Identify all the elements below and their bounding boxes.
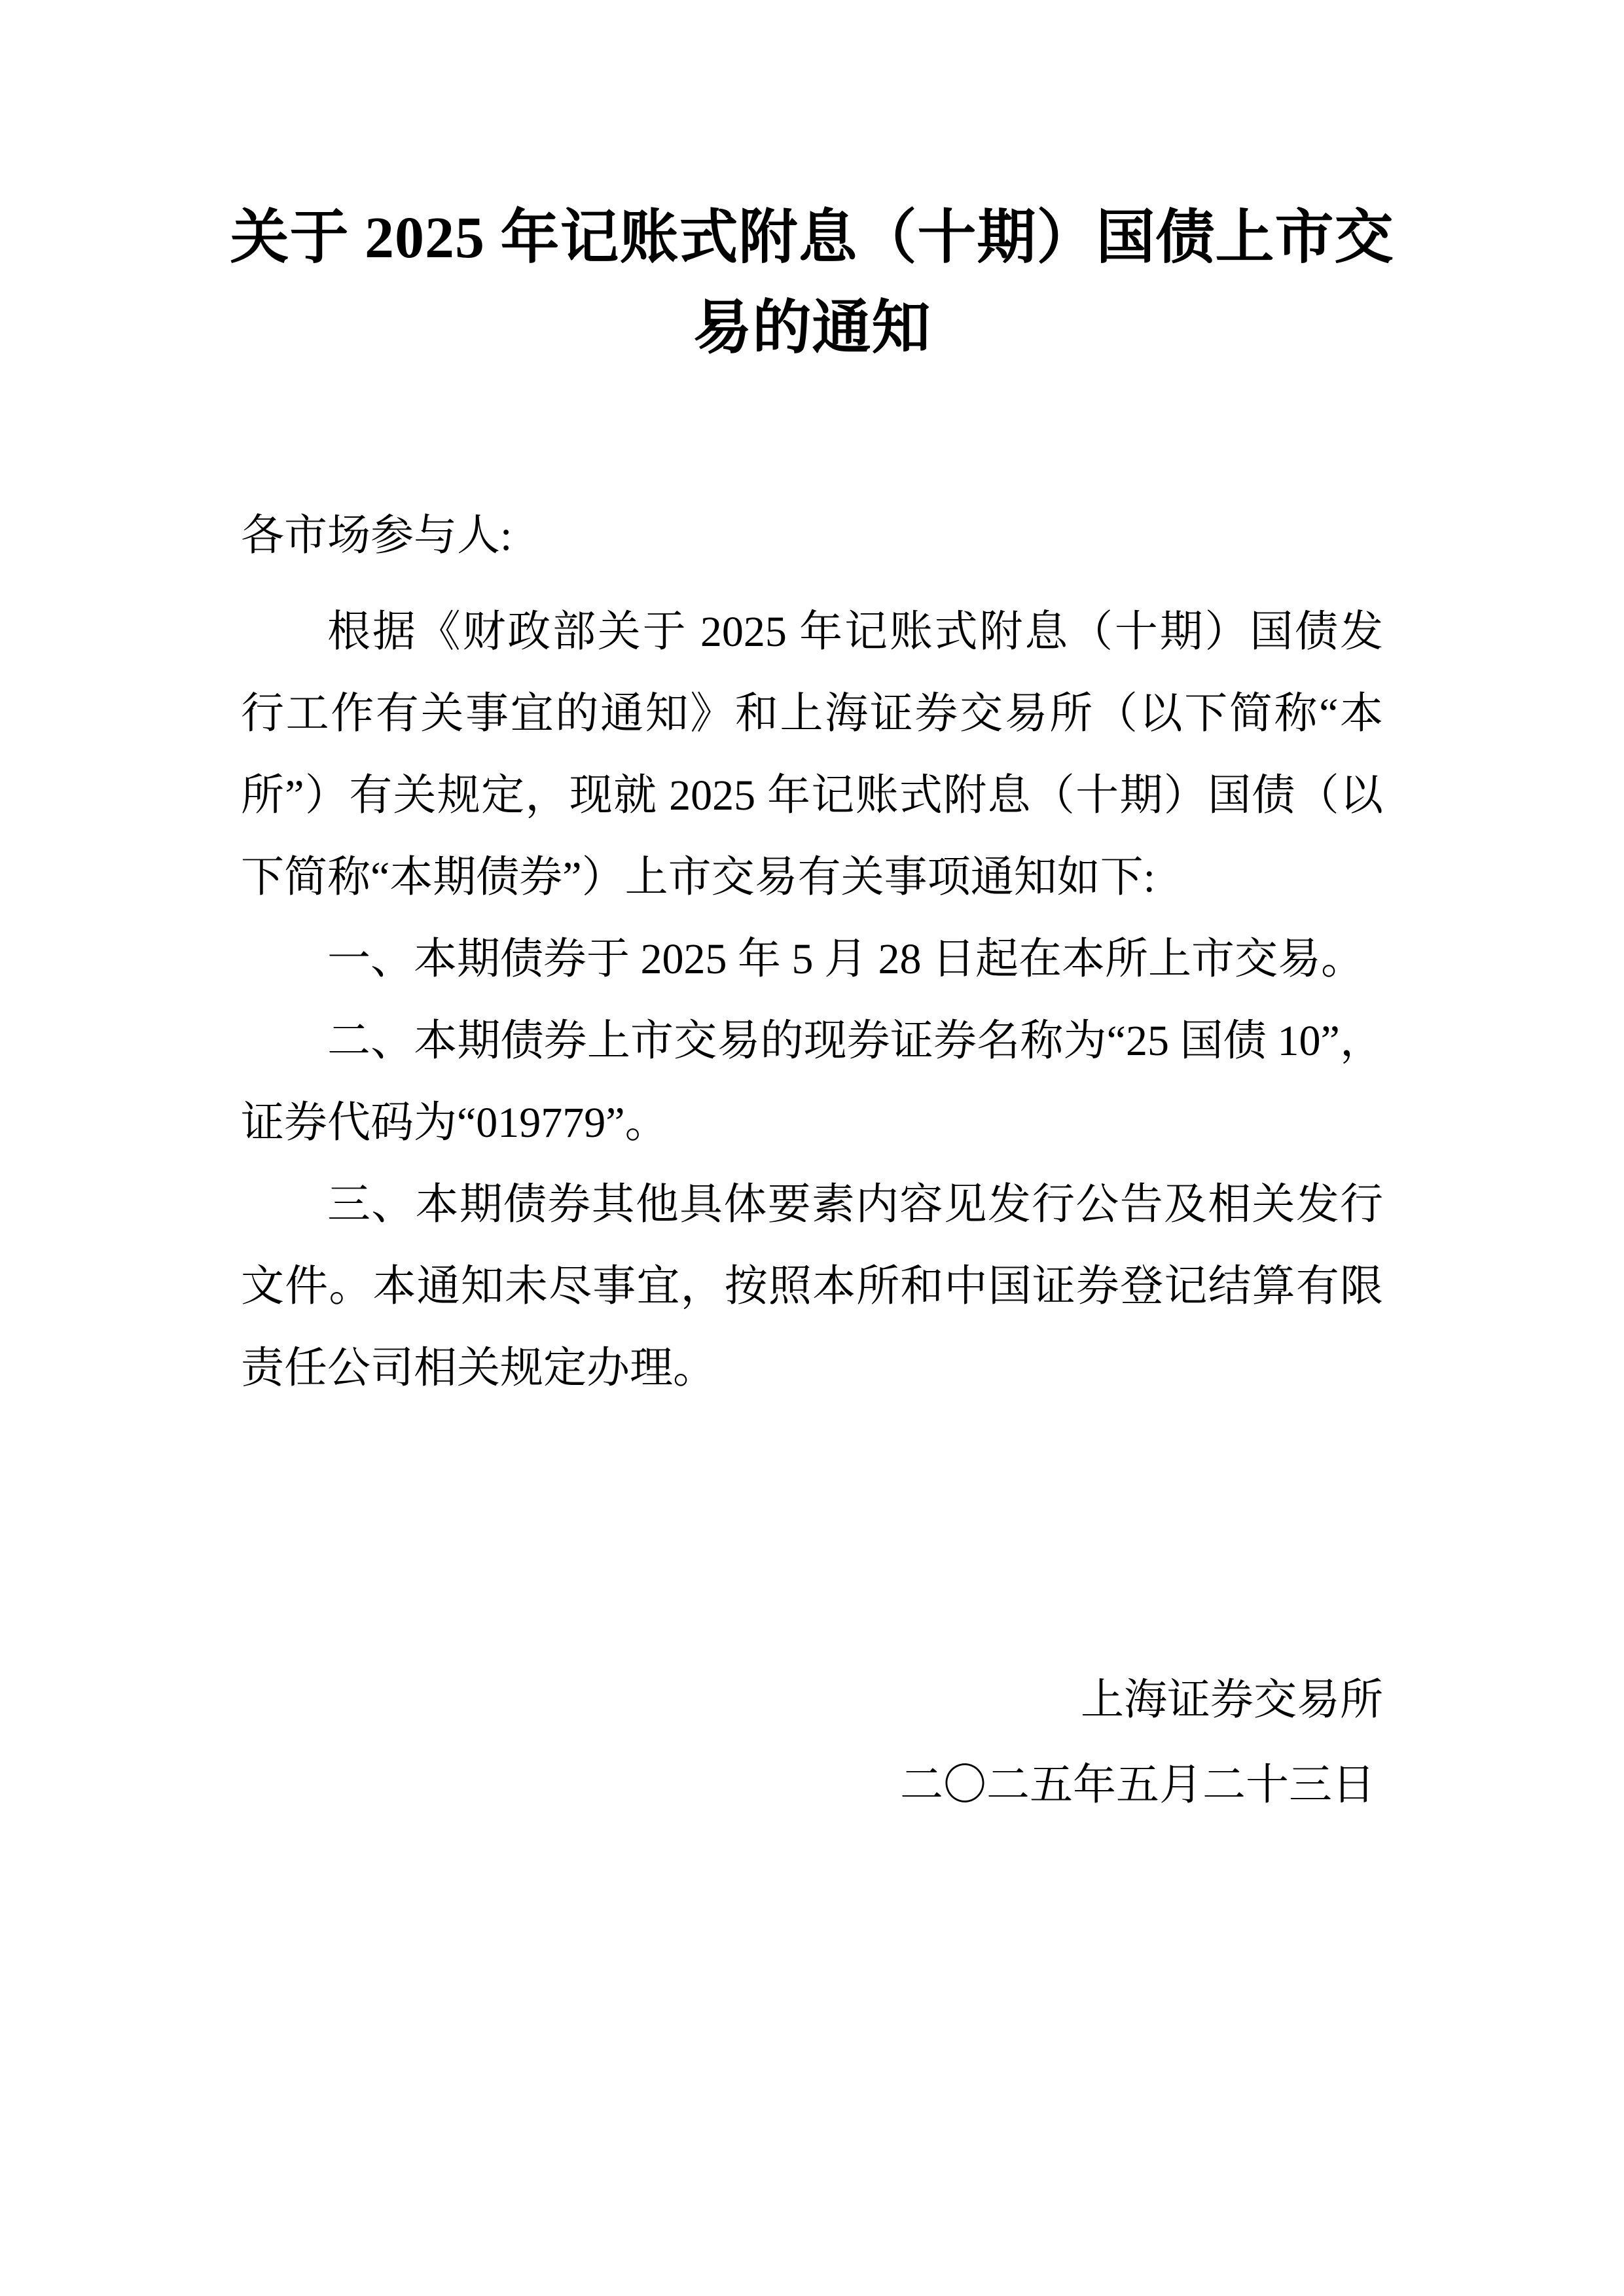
document-body [241, 495, 1383, 1409]
issuer-signature: 上海证券交易所 [1081, 1676, 1383, 1724]
paragraph-item-1-listing-date: 一、本期债券于 2025 年 5 月 28 日起在本所上市交易。 [327, 935, 1364, 983]
issue-date: 二〇二五年五月二十三日 [900, 1761, 1375, 1809]
salutation: 各市场参与人: [241, 512, 513, 560]
paragraph-item-3-other-provisions: 三、本期债券其他具体要素内容见发行公告及相关发行文件。本通知未尽事宜，按照本所和中国证券登记结算有限责任公司相关规定办理。 [241, 1181, 1383, 1392]
paragraph-basis: 根据《财政部关于 2025 年记账式附息（十期）国债发行工作有关事宜的通知》和上海证券交易所（以下简称“本所”）有关规定，现就 2025 年记账式附息（十期）国债（以下简称“本期债券”）上市交易有关事项通知如下: [241, 608, 1383, 901]
document-title: 关于 2025 年记账式附息（十期）国债上市交易的通知 [230, 206, 1394, 361]
signature-block [241, 1658, 1383, 1828]
paragraph-item-2-security-name-code: 二、本期债券上市交易的现券证券名称为“25 国债 10”，证券代码为“019779”。 [241, 1017, 1383, 1147]
